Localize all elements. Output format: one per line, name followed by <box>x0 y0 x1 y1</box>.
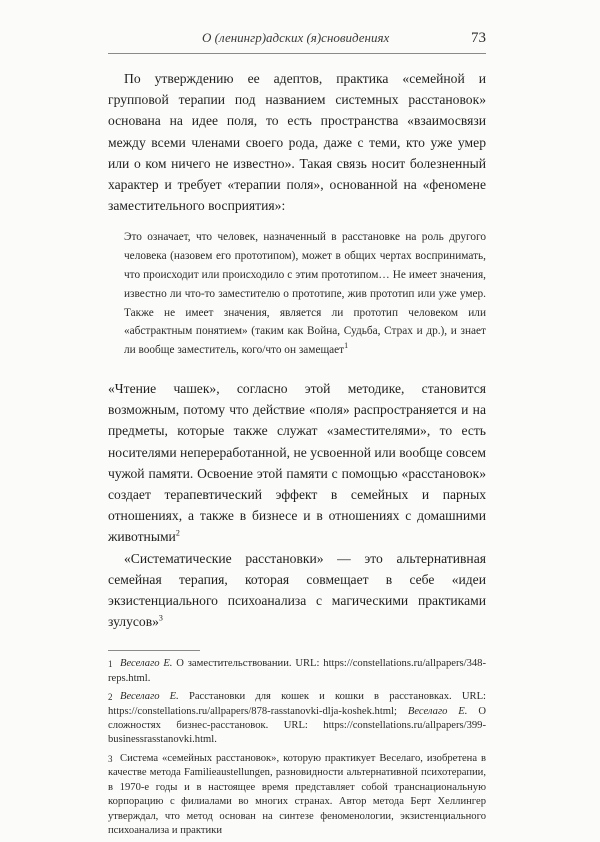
block-quote <box>124 228 486 360</box>
footnote-1 <box>108 657 486 686</box>
footnote-number: 3 <box>108 753 113 764</box>
footnote-ref-3[interactable]: 3 <box>158 613 163 623</box>
paragraph-3 <box>108 548 486 633</box>
footnote-2 <box>108 690 486 748</box>
paragraph-3-text: «Систематические расстановки» — это альтернативная семейная терапия, которая совмещает в себе «идеи экзистенциального психоанализа с магическими практиками зулусов» <box>108 550 486 630</box>
footnote-author: Веселаго Е. <box>120 658 173 670</box>
page-number: 73 <box>471 30 486 46</box>
footnote-text: О заместительствовании. URL: https://constellations.ru/allpapers/348-reps.html. <box>108 658 486 684</box>
paragraph-2 <box>108 378 486 548</box>
paragraph-1: По утверждению ее адептов, практика «семейной и групповой терапии под названием системных расстановок» основана на идее поля, то есть пространства «взаимосвязи между всеми членами своего рода, даже с теми, кто уже умер или о ком ничего не известно». Такая связь носит болезненный характер и требует «терапии поля», основанной на «феномене заместительного восприятия»: <box>108 71 486 214</box>
footnote-author: Веселаго Е. <box>120 691 179 703</box>
footnote-ref-1[interactable]: 1 <box>344 341 349 351</box>
footnote-text-2: О сложностях бизнес-расстановок. URL: https://constellations.ru/allpapers/399-businessrasstanovki.html. <box>108 705 486 746</box>
footnote-3 <box>108 752 486 838</box>
footnote-divider <box>108 650 200 651</box>
footnote-author-2: Веселаго Е. <box>407 705 468 717</box>
paragraph-2-text: «Чтение чашек», согласно этой методике, становится возможным, потому что действие «поля» распространяется и на предметы, которые также служат «заместителями», то есть носителями непереработанной, не усвоенной или вообще совсем чужой памяти. Освоение этой памяти с помощью «расстановок» создает терапевтический эффект в семейных и парных отношениях, а также в бизнесе и в отношениях с домашними животными <box>108 381 486 545</box>
quote-text: Это означает, что человек, назначенный в расстановке на роль другого человека (назовем его прототипом), может в общих чертах воспринимать, что происходит или происходило с этим прототипом… Не имеет значения, известно ли что-то заместителю о прототипе, жив прототип или уже умер. Также не имеет значения, является ли прототип человеком или «абстрактным понятием» (таким как Война, Судьба, Страх и др.), и знает ли вообще заместитель, кого/что он замещает <box>124 231 486 357</box>
footnote-text: Расстановки для кошек и кошки в расстановках. URL: https://constellations.ru/allpapers/878-rasstanovki-dlja-koshek.html; <box>108 691 486 717</box>
footnote-ref-2[interactable]: 2 <box>175 528 180 538</box>
footnote-number: 1 <box>108 659 113 670</box>
page-header <box>108 30 486 54</box>
footnote-text: Система «семейных расстановок», которую практикует Веселаго, изобретена в качестве метода Familieaustellungen, разновидности альтернативной психотерапии, в 1970-е годы и в настоящее время представляет собой транснациональную корпорацию с филиалами во многих странах. Автор метода Берт Хеллингер утверждал, что метод основан на синтезе феноменологии, экзистенциального психоанализа и практики <box>108 752 486 836</box>
footnote-number: 2 <box>108 692 113 703</box>
page-body <box>108 68 486 842</box>
running-title: О (ленингр)адских (я)сновидениях <box>202 30 390 45</box>
